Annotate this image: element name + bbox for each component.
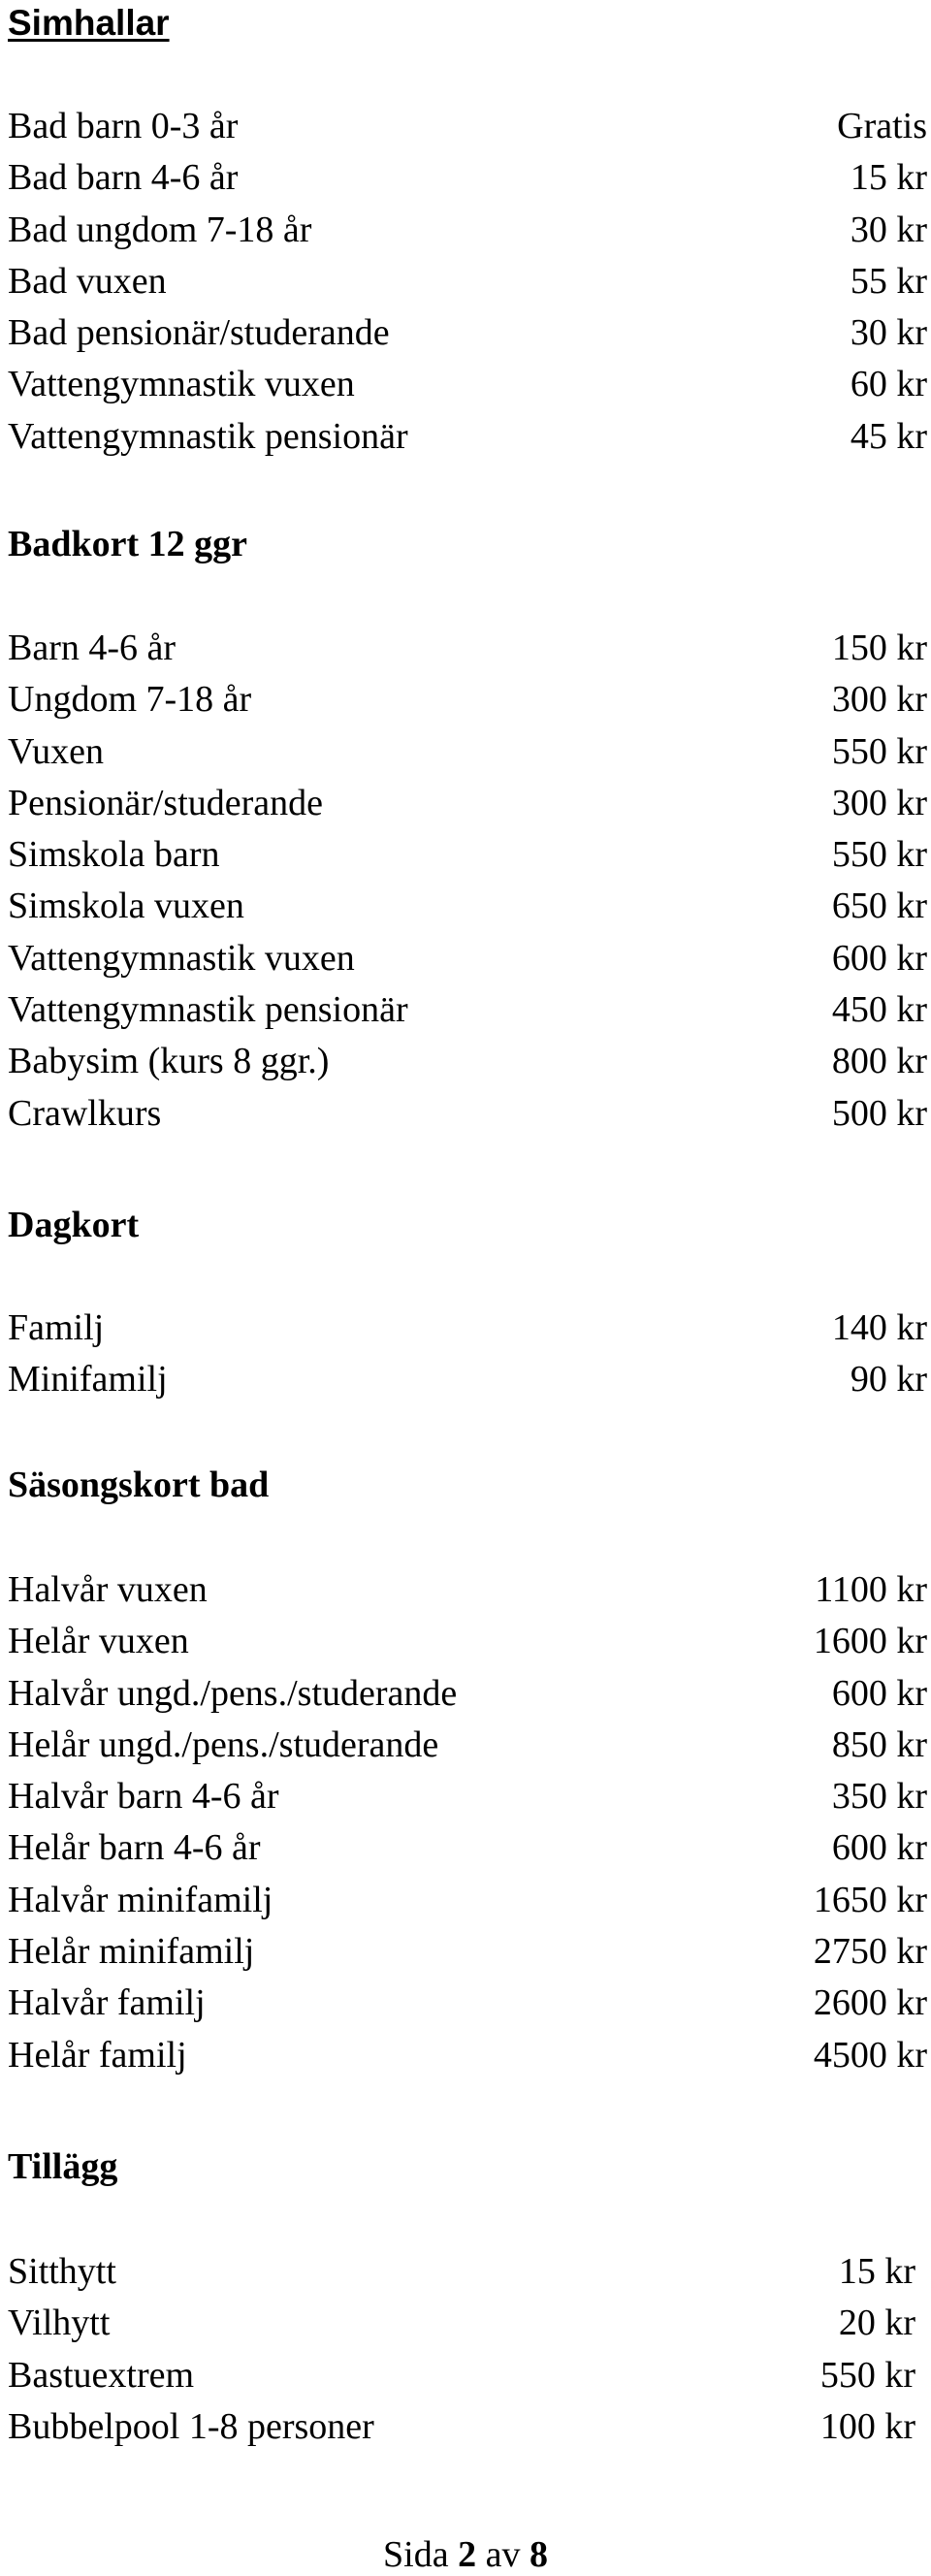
item-label: Sitthytt — [8, 2251, 116, 2292]
item-price: 30 kr — [850, 209, 927, 250]
item-label: Helår familj — [8, 2034, 187, 2076]
item-label: Ungdom 7-18 år — [8, 679, 252, 721]
item-price: 4500 kr — [813, 2034, 927, 2076]
item-label: Pensionär/studerande — [8, 782, 324, 823]
item-price: 20 kr — [838, 2302, 915, 2344]
price-row — [0, 307, 931, 359]
item-label: Bad ungdom 7-18 år — [8, 209, 312, 250]
item-price: 450 kr — [831, 989, 927, 1031]
badkort-heading: Badkort 12 ggr — [8, 524, 247, 564]
price-row — [0, 778, 931, 829]
item-price: 550 kr — [819, 2354, 915, 2396]
item-price: 850 kr — [831, 1723, 927, 1765]
price-row — [0, 2401, 931, 2453]
item-price: 600 kr — [831, 1827, 927, 1869]
item-price: 90 kr — [850, 1359, 927, 1401]
item-price: 650 kr — [831, 886, 927, 927]
price-row — [0, 984, 931, 1036]
item-price: 1100 kr — [815, 1569, 927, 1610]
dagkort-price-list — [0, 1303, 931, 1406]
price-row — [0, 881, 931, 932]
item-price: 30 kr — [850, 312, 927, 354]
item-price: 550 kr — [831, 730, 927, 772]
item-price: 600 kr — [831, 1672, 927, 1714]
item-label: Bad vuxen — [8, 260, 167, 302]
page-title: Simhallar — [8, 3, 170, 43]
price-row — [0, 1720, 931, 1771]
item-label: Familj — [8, 1307, 105, 1348]
item-price: 800 kr — [831, 1041, 927, 1082]
price-row — [0, 1088, 931, 1140]
price-row — [0, 1822, 931, 1874]
item-label: Helår minifamilj — [8, 1931, 255, 1973]
item-label: Halvår familj — [8, 1982, 206, 2024]
item-price: Gratis — [837, 106, 927, 146]
price-row — [0, 359, 931, 410]
price-row — [0, 2350, 931, 2401]
price-row — [0, 411, 931, 463]
price-row — [0, 623, 931, 674]
item-label: Minifamilj — [8, 1359, 168, 1401]
item-label: Bad barn 4-6 år — [8, 157, 239, 199]
badkort-price-list — [0, 623, 931, 1140]
item-price: 150 kr — [831, 628, 927, 668]
price-row — [0, 1303, 931, 1354]
page-number-footer — [0, 2533, 931, 2576]
current-page-number: 2 — [458, 2534, 477, 2575]
price-row — [0, 1668, 931, 1720]
price-row — [0, 205, 931, 256]
simhall-price-list — [0, 101, 931, 463]
item-label: Babysim (kurs 8 ggr.) — [8, 1041, 330, 1082]
price-row — [0, 2298, 931, 2349]
item-label: Vuxen — [8, 730, 105, 772]
item-price: 15 kr — [850, 157, 927, 199]
item-price: 300 kr — [831, 679, 927, 721]
item-price: 100 kr — [819, 2405, 915, 2447]
item-label: Helår vuxen — [8, 1621, 189, 1662]
tillagg-heading: Tillägg — [8, 2146, 118, 2187]
page-separator: av — [485, 2534, 521, 2575]
price-row — [0, 933, 931, 984]
price-row — [0, 1978, 931, 2029]
item-price: 1600 kr — [813, 1621, 927, 1662]
price-row — [0, 152, 931, 204]
total-page-count: 8 — [529, 2534, 548, 2575]
item-label: Barn 4-6 år — [8, 628, 177, 668]
price-row — [0, 1036, 931, 1087]
item-label: Halvår minifamilj — [8, 1879, 273, 1920]
item-label: Simskola barn — [8, 834, 220, 876]
item-price: 300 kr — [831, 782, 927, 823]
item-label: Bubbelpool 1-8 personer — [8, 2405, 374, 2447]
item-label: Helår barn 4-6 år — [8, 1827, 261, 1869]
item-price: 2750 kr — [813, 1931, 927, 1973]
item-label: Vattengymnastik pensionär — [8, 415, 408, 457]
price-row — [0, 1564, 931, 1616]
item-price: 600 kr — [831, 937, 927, 979]
price-row — [0, 2246, 931, 2298]
sasongskort-price-list — [0, 1564, 931, 2081]
page-label: Sida — [383, 2534, 449, 2575]
item-price: 1650 kr — [813, 1879, 927, 1920]
price-row — [0, 726, 931, 778]
item-price: 140 kr — [831, 1307, 927, 1348]
price-row — [0, 2030, 931, 2081]
item-label: Helår ungd./pens./studerande — [8, 1723, 439, 1765]
item-label: Bad barn 0-3 år — [8, 106, 239, 146]
item-price: 500 kr — [831, 1092, 927, 1134]
price-row — [0, 674, 931, 725]
item-label: Vattengymnastik pensionär — [8, 989, 408, 1031]
price-row — [0, 101, 931, 152]
item-label: Halvår barn 4-6 år — [8, 1776, 279, 1818]
item-price: 350 kr — [831, 1776, 927, 1818]
item-price: 15 kr — [838, 2251, 915, 2292]
item-label: Vattengymnastik vuxen — [8, 364, 355, 405]
dagkort-heading: Dagkort — [8, 1205, 140, 1245]
item-price: 45 kr — [850, 415, 927, 457]
price-row — [0, 1616, 931, 1667]
sasongskort-heading: Säsongskort bad — [8, 1465, 270, 1505]
item-label: Simskola vuxen — [8, 886, 244, 927]
price-row — [0, 1771, 931, 1822]
price-row — [0, 829, 931, 881]
tillagg-price-list — [0, 2246, 931, 2453]
item-label: Vattengymnastik vuxen — [8, 937, 355, 979]
item-price: 60 kr — [850, 364, 927, 405]
item-label: Crawlkurs — [8, 1092, 162, 1134]
price-row — [0, 256, 931, 307]
item-label: Bastuextrem — [8, 2354, 195, 2396]
item-label: Halvår vuxen — [8, 1569, 208, 1610]
price-row — [0, 1875, 931, 1926]
item-label: Bad pensionär/studerande — [8, 312, 390, 354]
item-price: 2600 kr — [813, 1982, 927, 2024]
item-label: Vilhytt — [8, 2302, 111, 2344]
price-row — [0, 1926, 931, 1978]
price-row — [0, 1354, 931, 1405]
item-price: 55 kr — [850, 260, 927, 302]
item-price: 550 kr — [831, 834, 927, 876]
item-label: Halvår ungd./pens./studerande — [8, 1672, 458, 1714]
